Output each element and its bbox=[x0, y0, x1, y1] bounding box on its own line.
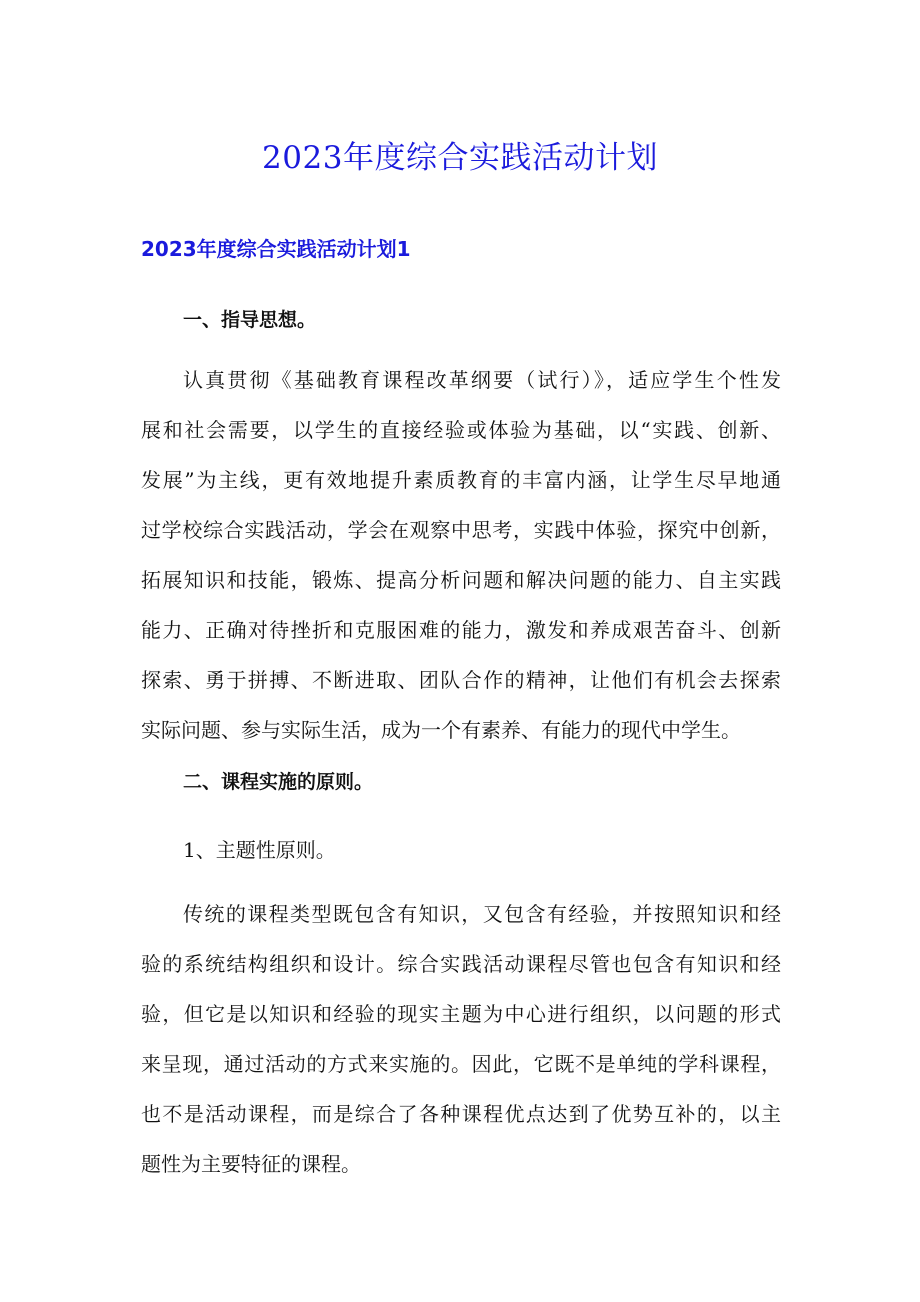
paragraph-line: 认真贯彻《基础教育课程改革纲要（试行）》，适应学生个性发 bbox=[183, 368, 781, 392]
paragraph-line: 过学校综合实践活动，学会在观察中思考，实践中体验，探究中创新， bbox=[141, 518, 781, 542]
paragraph-line: 题性为主要特征的课程。 bbox=[141, 1152, 361, 1176]
paragraph-line: 拓展知识和技能，锻炼、提高分析问题和解决问题的能力、自主实践 bbox=[141, 568, 781, 592]
paragraph-line: 验的系统结构组织和设计。综合实践活动课程尽管也包含有知识和经 bbox=[141, 952, 781, 976]
paragraph-line: 展和社会需要，以学生的直接经验或体验为基础，以“实践、创新、 bbox=[141, 418, 781, 442]
paragraph-guiding-ideology bbox=[141, 355, 781, 755]
paragraph-line: 也不是活动课程，而是综合了各种课程优点达到了优势互补的，以主 bbox=[141, 1102, 781, 1126]
paragraph-line: 实际问题、参与实际生活，成为一个有素养、有能力的现代中学生。 bbox=[141, 718, 741, 742]
section-title: 2023年度综合实践活动计划1 bbox=[141, 237, 411, 261]
heading-course-principles: 二、课程实施的原则。 bbox=[183, 771, 374, 793]
paragraph-thematic-principle bbox=[141, 889, 781, 1189]
paragraph-line: 探索、勇于拼搏、不断进取、团队合作的精神，让他们有机会去探索 bbox=[141, 668, 781, 692]
heading-guiding-ideology: 一、指导思想。 bbox=[183, 309, 317, 331]
document-title: 2023年度综合实践活动计划 bbox=[262, 140, 658, 176]
item-thematic-principle: 1、主题性原则。 bbox=[183, 838, 336, 862]
paragraph-line: 验，但它是以知识和经验的现实主题为中心进行组织，以问题的形式 bbox=[141, 1002, 781, 1026]
paragraph-line: 来呈现，通过活动的方式来实施的。因此，它既不是单纯的学科课程， bbox=[141, 1052, 781, 1076]
paragraph-line: 发展”为主线，更有效地提升素质教育的丰富内涵，让学生尽早地通 bbox=[141, 468, 781, 492]
paragraph-line: 传统的课程类型既包含有知识，又包含有经验，并按照知识和经 bbox=[183, 902, 781, 926]
paragraph-line: 能力、正确对待挫折和克服困难的能力，激发和养成艰苦奋斗、创新 bbox=[141, 618, 781, 642]
